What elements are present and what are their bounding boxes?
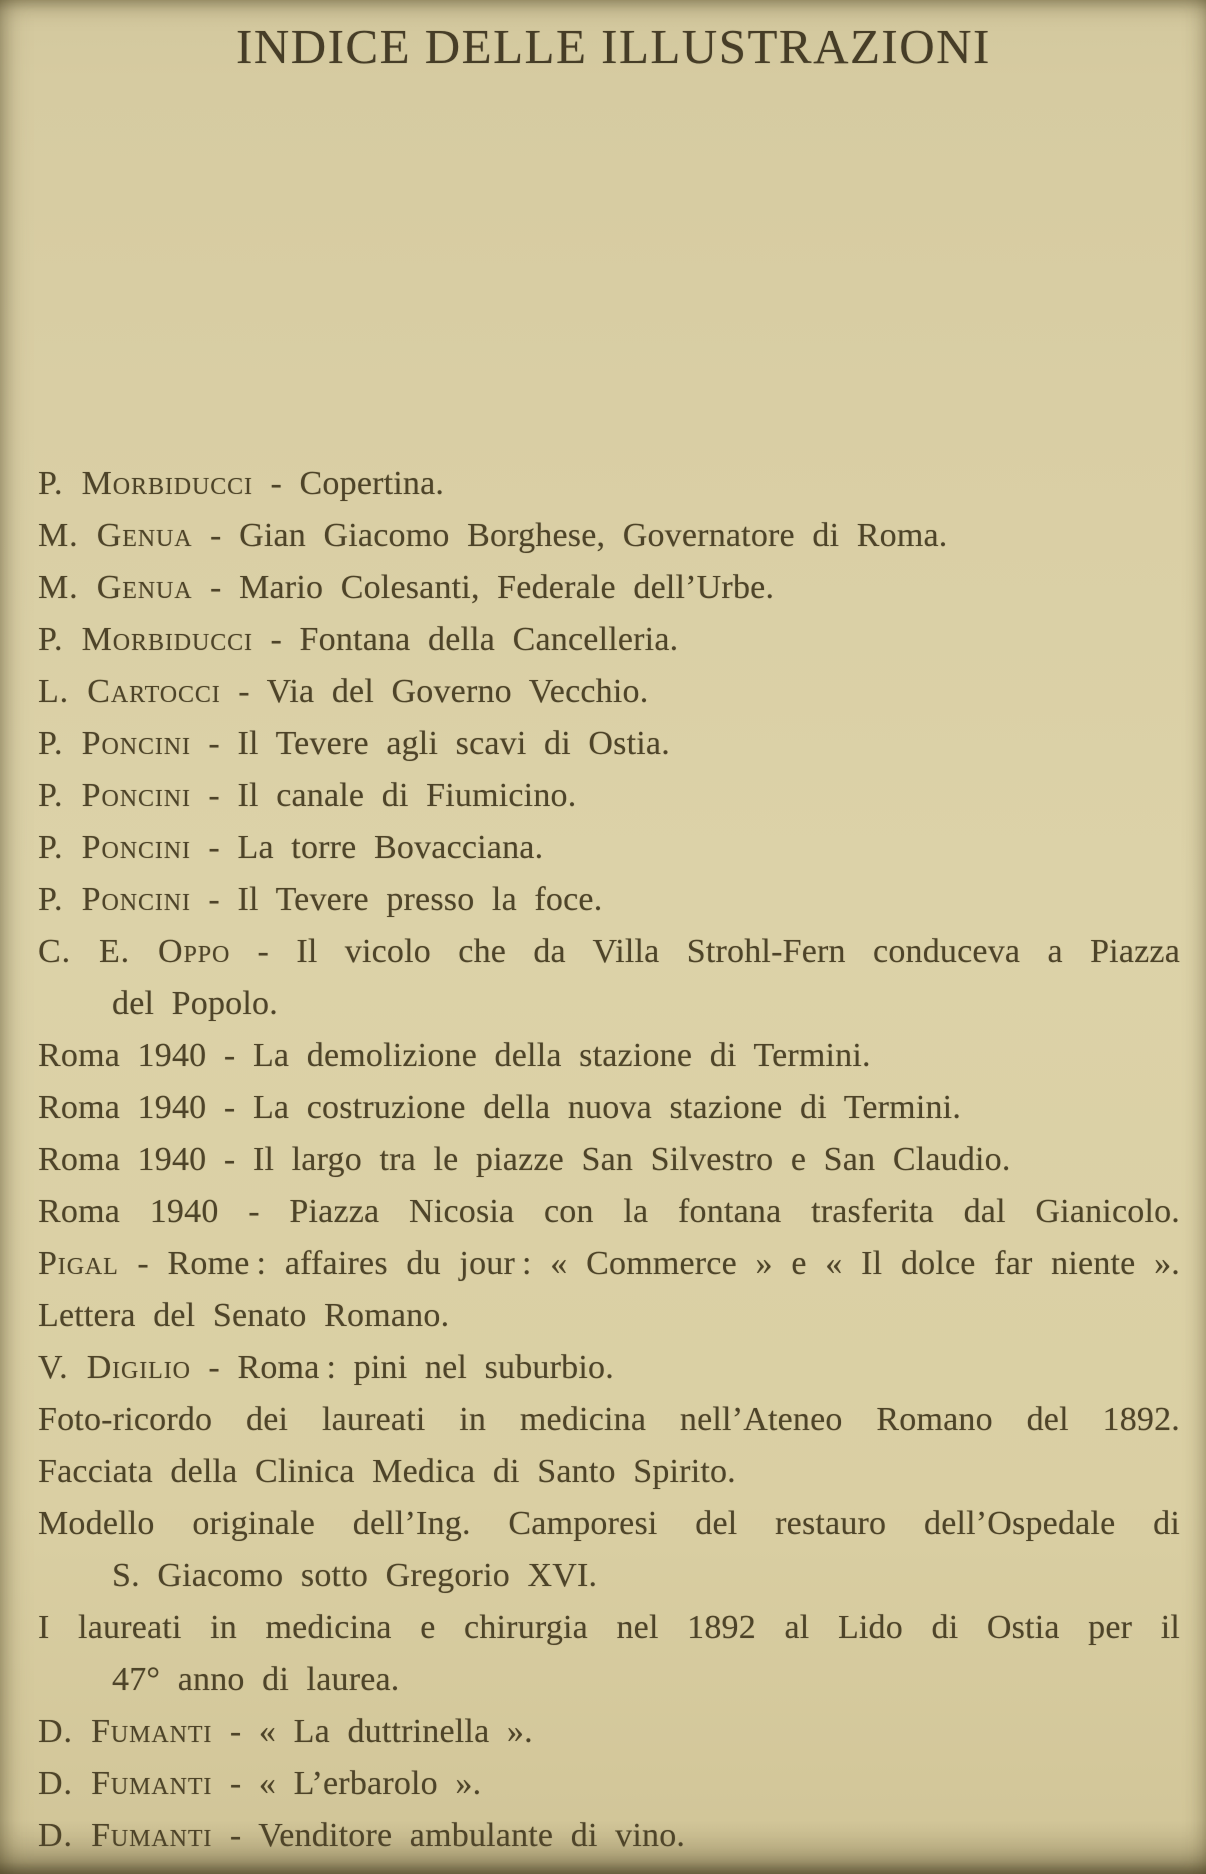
- illustration-entry: [38, 1498, 1180, 1550]
- author-name: P. Poncini: [38, 881, 191, 918]
- entry-text: - Fontana della Cancelleria.: [252, 621, 679, 658]
- illustration-entry: [38, 1134, 1180, 1186]
- illustration-entry: [38, 978, 1180, 1030]
- illustration-entry: [38, 926, 1180, 978]
- author-name: P. Poncini: [38, 829, 191, 866]
- entry-text: - Il vicolo che da Villa Strohl-Fern conduceva a Piazza: [230, 933, 1180, 970]
- entry-text: Roma 1940 - Piazza Nicosia con la fontana trasferita dal Gianicolo.: [38, 1193, 1180, 1230]
- entry-text: - Il Tevere presso la foce.: [190, 881, 603, 918]
- entry-text: - La torre Bovacciana.: [190, 829, 544, 866]
- illustration-entry: [38, 562, 1180, 614]
- author-name: P. Morbiducci: [38, 621, 253, 658]
- entry-text: Modello originale dell’Ing. Camporesi del restauro dell’Ospedale di: [38, 1505, 1180, 1542]
- entry-text: - « L’erbarolo ».: [212, 1765, 482, 1802]
- entry-text: - Gian Giacomo Borghese, Governatore di Roma.: [192, 517, 948, 554]
- entry-text: del Popolo.: [112, 985, 278, 1022]
- illustration-entry: [38, 770, 1180, 822]
- author-name: P. Morbiducci: [38, 465, 253, 502]
- entry-text: - Rome : affaires du jour : « Commerce » e « Il dolce far niente ».: [118, 1245, 1180, 1282]
- illustration-entry: [38, 1082, 1180, 1134]
- illustration-entry: [38, 1238, 1180, 1290]
- entry-text: 47° anno di laurea.: [112, 1661, 400, 1698]
- illustration-list: [38, 458, 1180, 1862]
- author-name: L. Cartocci: [38, 673, 221, 710]
- entry-text: - Copertina.: [252, 465, 445, 502]
- illustration-entry: [38, 874, 1180, 926]
- entry-text: - Venditore ambulante di vino.: [212, 1817, 686, 1854]
- illustration-entry: [38, 1810, 1180, 1862]
- author-name: D. Fumanti: [38, 1765, 213, 1802]
- author-name: D. Fumanti: [38, 1817, 213, 1854]
- illustration-entry: [38, 1654, 1180, 1706]
- illustration-entry: [38, 1342, 1180, 1394]
- author-name: M. Genua: [38, 517, 193, 554]
- illustration-entry: [38, 458, 1180, 510]
- entry-text: - Via del Governo Vecchio.: [220, 673, 649, 710]
- author-name: Pigal: [38, 1245, 119, 1282]
- author-name: V. Digilio: [38, 1349, 191, 1386]
- illustration-entry: [38, 822, 1180, 874]
- illustration-entry: [38, 614, 1180, 666]
- illustration-entry: [38, 1602, 1180, 1654]
- illustration-entry: [38, 1030, 1180, 1082]
- entry-text: Roma 1940 - La demolizione della stazione di Termini.: [38, 1037, 871, 1074]
- entry-text: - Il Tevere agli scavi di Ostia.: [190, 725, 670, 762]
- author-name: P. Poncini: [38, 725, 191, 762]
- author-name: M. Genua: [38, 569, 193, 606]
- entry-text: - Roma : pini nel suburbio.: [190, 1349, 614, 1386]
- illustration-entry: [38, 1186, 1180, 1238]
- page-title: INDICE DELLE ILLUSTRAZIONI: [236, 19, 991, 74]
- illustration-entry: [38, 510, 1180, 562]
- illustration-entry: [38, 1394, 1180, 1446]
- illustration-entry: [38, 1706, 1180, 1758]
- entry-text: I laureati in medicina e chirurgia nel 1892 al Lido di Ostia per il: [38, 1609, 1180, 1646]
- entry-text: Roma 1940 - Il largo tra le piazze San Silvestro e San Claudio.: [38, 1141, 1011, 1178]
- entry-text: - « La duttrinella ».: [212, 1713, 533, 1750]
- illustration-entry: [38, 1550, 1180, 1602]
- author-name: P. Poncini: [38, 777, 191, 814]
- illustration-entry: [38, 1446, 1180, 1498]
- entry-text: - Il canale di Fiumicino.: [190, 777, 577, 814]
- entry-text: Lettera del Senato Romano.: [38, 1297, 450, 1334]
- author-name: D. Fumanti: [38, 1713, 213, 1750]
- entry-text: Roma 1940 - La costruzione della nuova stazione di Termini.: [38, 1089, 962, 1126]
- entry-text: Facciata della Clinica Medica di Santo Spirito.: [38, 1453, 736, 1490]
- author-name: C. E. Oppo: [38, 933, 231, 970]
- entry-text: Foto-ricordo dei laureati in medicina nell’Ateneo Romano del 1892.: [38, 1401, 1180, 1438]
- illustration-entry: [38, 666, 1180, 718]
- illustration-entry: [38, 1290, 1180, 1342]
- illustration-entry: [38, 718, 1180, 770]
- illustration-entry: [38, 1758, 1180, 1810]
- entry-text: S. Giacomo sotto Gregorio XVI.: [112, 1557, 598, 1594]
- entry-text: - Mario Colesanti, Federale dell’Urbe.: [192, 569, 775, 606]
